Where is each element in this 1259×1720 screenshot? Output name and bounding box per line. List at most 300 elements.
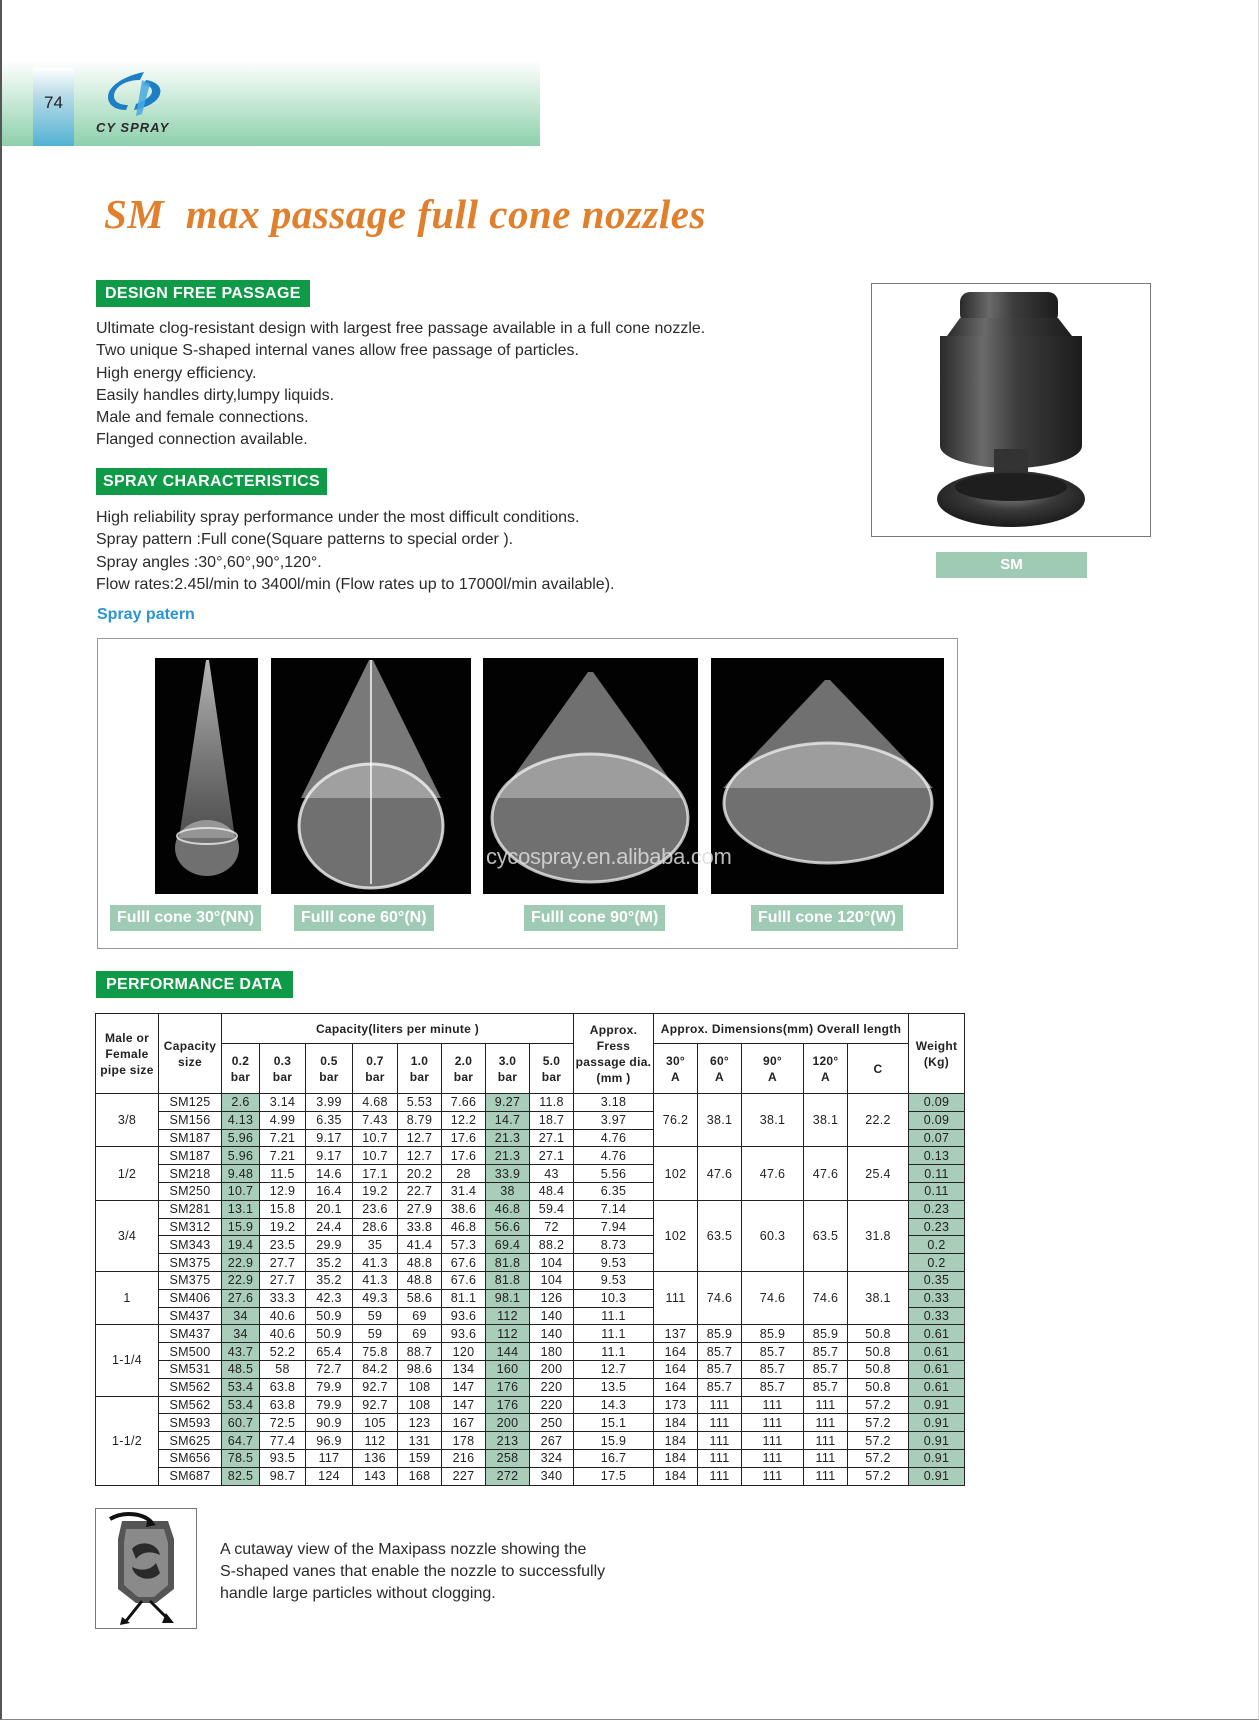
capacity-cell: 11.5 [260,1165,306,1183]
dimension-cell: 85.9 [698,1325,742,1343]
dimension-cell: 74.6 [698,1271,742,1324]
capacity-cell: 14.7 [486,1111,530,1129]
capacity-cell: 98.1 [486,1289,530,1307]
dimension-cell: 111 [804,1449,848,1467]
capacity-cell: 180 [530,1343,574,1361]
header-weight: Weight (Kg) [909,1014,965,1094]
dimension-cell: 111 [698,1449,742,1467]
pipe-size-cell: 3/8 [96,1094,159,1147]
capacity-cell: 33.8 [398,1218,442,1236]
capacity-cell: 60.7 [222,1414,260,1432]
weight-cell: 0.13 [909,1147,965,1165]
capacity-cell: 63.8 [260,1378,306,1396]
capacity-cell: 17.6 [442,1147,486,1165]
pipe-size-cell: 1 [96,1271,159,1324]
dimension-cell: 63.5 [698,1200,742,1271]
capacity-cell: 27.7 [260,1254,306,1272]
capacity-cell: 27.6 [222,1289,260,1307]
capacity-cell: 34 [222,1325,260,1343]
capacity-cell: 20.2 [398,1165,442,1183]
free-passage-cell: 17.5 [574,1467,654,1485]
pipe-size-cell: 1-1/4 [96,1325,159,1396]
capacity-cell: 22.7 [398,1182,442,1200]
capacity-cell: 49.3 [353,1289,398,1307]
design-feature-line: Easily handles dirty,lumpy liquids. [96,386,335,404]
weight-cell: 0.61 [909,1360,965,1378]
spray-photo-120deg [711,658,944,894]
dimension-cell: 63.5 [804,1200,848,1271]
dimension-cell: 85.7 [804,1343,848,1361]
spray-label-120deg: Fulll cone 120°(W) [751,905,903,931]
capacity-cell: 144 [486,1343,530,1361]
dimension-cell: 111 [698,1414,742,1432]
header-pressure: 1.0 bar [398,1044,442,1094]
free-passage-cell: 15.9 [574,1432,654,1450]
capacity-cell: 3.14 [260,1094,306,1112]
capacity-cell: 28.6 [353,1218,398,1236]
dimension-cell: 60.3 [742,1200,804,1271]
weight-cell: 0.09 [909,1094,965,1112]
capacity-cell: 131 [398,1432,442,1450]
capacity-cell: 10.7 [222,1182,260,1200]
free-passage-cell: 11.1 [574,1343,654,1361]
table-row [96,1147,965,1165]
capacity-cell: 160 [486,1360,530,1378]
dimension-cell: 25.4 [848,1147,909,1200]
capacity-cell: 98.6 [398,1360,442,1378]
cutaway-line: A cutaway view of the Maxipass nozzle showing the [220,1541,587,1558]
capacity-cell: 120 [442,1343,486,1361]
capacity-cell: 22.9 [222,1271,260,1289]
free-passage-cell: 3.18 [574,1094,654,1112]
dimension-cell: 111 [742,1414,804,1432]
capacity-cell: 200 [530,1360,574,1378]
capacity-cell: 250 [530,1414,574,1432]
capacity-cell: 41.3 [353,1271,398,1289]
capacity-cell: 38.6 [442,1200,486,1218]
capacity-cell: 126 [530,1289,574,1307]
capacity-cell: 81.1 [442,1289,486,1307]
spray-label-60deg: Fulll cone 60°(N) [294,905,434,931]
dimension-cell: 50.8 [848,1378,909,1396]
capacity-size-cell: SM687 [159,1467,222,1485]
dimension-cell: 57.2 [848,1467,909,1485]
capacity-size-cell: SM531 [159,1360,222,1378]
capacity-cell: 10.7 [353,1147,398,1165]
capacity-cell: 58 [260,1360,306,1378]
capacity-cell: 9.17 [306,1147,353,1165]
page-title: SM max passage full cone nozzles [104,191,706,237]
capacity-cell: 12.7 [398,1147,442,1165]
table-row [96,1414,965,1432]
capacity-size-cell: SM312 [159,1218,222,1236]
capacity-cell: 227 [442,1467,486,1485]
capacity-size-cell: SM125 [159,1094,222,1112]
dimension-cell: 85.7 [742,1343,804,1361]
dimension-cell: 111 [698,1467,742,1485]
capacity-cell: 272 [486,1467,530,1485]
dimension-cell: 164 [654,1343,698,1361]
capacity-cell: 2.6 [222,1094,260,1112]
capacity-cell: 42.3 [306,1289,353,1307]
dimension-cell: 111 [804,1467,848,1485]
pipe-size-cell: 1-1/2 [96,1396,159,1485]
capacity-cell: 176 [486,1378,530,1396]
pipe-size-cell: 1/2 [96,1147,159,1200]
dimension-cell: 31.8 [848,1200,909,1271]
capacity-cell: 79.9 [306,1396,353,1414]
capacity-cell: 34 [222,1307,260,1325]
capacity-cell: 77.4 [260,1432,306,1450]
spray-label-30deg: Fulll cone 30°(NN) [110,905,261,931]
capacity-size-cell: SM593 [159,1414,222,1432]
capacity-cell: 176 [486,1396,530,1414]
dimension-cell: 85.7 [804,1360,848,1378]
capacity-cell: 69 [398,1307,442,1325]
free-passage-cell: 7.14 [574,1200,654,1218]
weight-cell: 0.2 [909,1254,965,1272]
spray-pattern-heading: Spray patern [97,606,195,623]
header-dimension: 60° A [698,1044,742,1094]
dimension-cell: 74.6 [742,1271,804,1324]
capacity-cell: 6.35 [306,1111,353,1129]
free-passage-cell: 11.1 [574,1307,654,1325]
capacity-cell: 9.17 [306,1129,353,1147]
capacity-cell: 14.6 [306,1165,353,1183]
dimension-cell: 22.2 [848,1094,909,1147]
capacity-cell: 168 [398,1467,442,1485]
dimension-cell: 57.2 [848,1432,909,1450]
capacity-cell: 78.5 [222,1449,260,1467]
capacity-cell: 112 [486,1325,530,1343]
capacity-cell: 17.1 [353,1165,398,1183]
capacity-cell: 48.8 [398,1254,442,1272]
dimension-cell: 111 [742,1432,804,1450]
spray-characteristics-heading: SPRAY CHARACTERISTICS [96,468,327,495]
cy-spray-logo-icon [106,70,164,118]
capacity-cell: 324 [530,1449,574,1467]
free-passage-cell: 10.3 [574,1289,654,1307]
design-feature-line: Ultimate clog-resistant design with largest free passage available in a full cone nozzle. [96,320,706,337]
dimension-cell: 111 [742,1396,804,1414]
cutaway-description [220,1539,605,1605]
capacity-cell: 40.6 [260,1325,306,1343]
design-feature-line: Male and female connections. [96,409,309,427]
capacity-cell: 200 [486,1414,530,1432]
capacity-cell: 140 [530,1325,574,1343]
dimension-cell: 85.7 [804,1378,848,1396]
free-passage-cell: 7.94 [574,1218,654,1236]
capacity-cell: 41.4 [398,1236,442,1254]
free-passage-cell: 13.5 [574,1378,654,1396]
dimension-cell: 85.9 [742,1325,804,1343]
spray-characteristic-line: Flow rates:2.45l/min to 3400l/min (Flow rates up to 17000l/min available). [96,575,615,593]
table-row [96,1449,965,1467]
capacity-cell: 12.7 [398,1129,442,1147]
header-pressure: 5.0 bar [530,1044,574,1094]
capacity-cell: 167 [442,1414,486,1432]
free-passage-cell: 6.35 [574,1182,654,1200]
weight-cell: 0.61 [909,1325,965,1343]
dimension-cell: 47.6 [804,1147,848,1200]
spray-characteristic-line: High reliability spray performance under the most difficult conditions. [96,509,580,526]
dimension-cell: 85.7 [698,1378,742,1396]
capacity-cell: 19.4 [222,1236,260,1254]
capacity-size-cell: SM562 [159,1396,222,1414]
table-row [96,1343,965,1361]
spray-label-90deg: Fulll cone 90°(M) [524,905,665,931]
capacity-cell: 59.4 [530,1200,574,1218]
dimension-cell: 85.7 [742,1360,804,1378]
capacity-cell: 59 [353,1307,398,1325]
dimension-cell: 137 [654,1325,698,1343]
header-pressure: 0.2 bar [222,1044,260,1094]
capacity-cell: 7.21 [260,1129,306,1147]
dimension-cell: 111 [742,1467,804,1485]
capacity-size-cell: SM625 [159,1432,222,1450]
spray-photo-30deg [155,658,258,894]
free-passage-cell: 16.7 [574,1449,654,1467]
capacity-cell: 67.6 [442,1254,486,1272]
header-band [2,60,540,146]
weight-cell: 0.33 [909,1289,965,1307]
cutaway-image-frame [95,1508,197,1629]
free-passage-cell: 15.1 [574,1414,654,1432]
header-dimension: 30° A [654,1044,698,1094]
header-dimension: 90° A [742,1044,804,1094]
capacity-cell: 72 [530,1218,574,1236]
capacity-size-cell: SM437 [159,1325,222,1343]
weight-cell: 0.11 [909,1165,965,1183]
dimension-cell: 38.1 [698,1094,742,1147]
free-passage-cell: 11.1 [574,1325,654,1343]
product-photo-frame [871,283,1151,537]
header-capacity-group: Capacity(liters per minute ) [222,1014,574,1044]
capacity-cell: 21.3 [486,1147,530,1165]
capacity-cell: 12.9 [260,1182,306,1200]
dimension-cell: 47.6 [698,1147,742,1200]
dimension-cell: 111 [698,1396,742,1414]
capacity-cell: 43 [530,1165,574,1183]
capacity-cell: 15.9 [222,1218,260,1236]
dimension-cell: 184 [654,1432,698,1450]
weight-cell: 0.61 [909,1343,965,1361]
capacity-size-cell: SM218 [159,1165,222,1183]
capacity-cell: 11.8 [530,1094,574,1112]
capacity-cell: 88.7 [398,1343,442,1361]
table-row [96,1200,965,1218]
capacity-cell: 27.1 [530,1147,574,1165]
capacity-cell: 123 [398,1414,442,1432]
performance-table [95,1013,965,1486]
capacity-cell: 4.13 [222,1111,260,1129]
dimension-cell: 74.6 [804,1271,848,1324]
capacity-cell: 64.7 [222,1432,260,1450]
table-row [96,1271,965,1289]
capacity-cell: 79.9 [306,1378,353,1396]
weight-cell: 0.09 [909,1111,965,1129]
capacity-cell: 9.27 [486,1094,530,1112]
free-passage-cell: 9.53 [574,1254,654,1272]
capacity-cell: 12.2 [442,1111,486,1129]
capacity-size-cell: SM343 [159,1236,222,1254]
capacity-cell: 50.9 [306,1307,353,1325]
capacity-cell: 43.7 [222,1343,260,1361]
capacity-size-cell: SM500 [159,1343,222,1361]
capacity-cell: 20.1 [306,1200,353,1218]
capacity-cell: 21.3 [486,1129,530,1147]
capacity-cell: 28 [442,1165,486,1183]
free-passage-cell: 12.7 [574,1360,654,1378]
header-pressure: 0.5 bar [306,1044,353,1094]
weight-cell: 0.91 [909,1396,965,1414]
capacity-cell: 16.4 [306,1182,353,1200]
capacity-cell: 23.5 [260,1236,306,1254]
capacity-size-cell: SM375 [159,1254,222,1272]
capacity-size-cell: SM250 [159,1182,222,1200]
capacity-cell: 147 [442,1378,486,1396]
weight-cell: 0.61 [909,1378,965,1396]
dimension-cell: 50.8 [848,1325,909,1343]
dimension-cell: 111 [804,1432,848,1450]
dimension-cell: 85.7 [698,1360,742,1378]
capacity-cell: 17.6 [442,1129,486,1147]
dimension-cell: 184 [654,1467,698,1485]
dimension-cell: 102 [654,1200,698,1271]
capacity-cell: 143 [353,1467,398,1485]
capacity-cell: 48.8 [398,1271,442,1289]
dimension-cell: 173 [654,1396,698,1414]
header-dimension: C [848,1044,909,1094]
capacity-size-cell: SM656 [159,1449,222,1467]
capacity-cell: 33.3 [260,1289,306,1307]
capacity-cell: 136 [353,1449,398,1467]
page-number: 74 [44,93,63,112]
capacity-cell: 5.96 [222,1147,260,1165]
weight-cell: 0.33 [909,1307,965,1325]
capacity-cell: 98.7 [260,1467,306,1485]
dimension-cell: 111 [654,1271,698,1324]
dimension-cell: 184 [654,1449,698,1467]
capacity-cell: 178 [442,1432,486,1450]
capacity-size-cell: SM406 [159,1289,222,1307]
capacity-cell: 24.4 [306,1218,353,1236]
capacity-cell: 88.2 [530,1236,574,1254]
capacity-cell: 112 [486,1307,530,1325]
header-dimension: 120° A [804,1044,848,1094]
capacity-cell: 220 [530,1396,574,1414]
free-passage-cell: 3.97 [574,1111,654,1129]
capacity-cell: 69.4 [486,1236,530,1254]
weight-cell: 0.07 [909,1129,965,1147]
weight-cell: 0.91 [909,1432,965,1450]
capacity-cell: 82.5 [222,1467,260,1485]
capacity-cell: 67.6 [442,1271,486,1289]
design-feature-line: Two unique S-shaped internal vanes allow free passage of particles. [96,342,579,360]
capacity-cell: 124 [306,1467,353,1485]
capacity-cell: 46.8 [442,1218,486,1236]
capacity-cell: 216 [442,1449,486,1467]
capacity-cell: 53.4 [222,1396,260,1414]
capacity-cell: 159 [398,1449,442,1467]
capacity-cell: 33.9 [486,1165,530,1183]
capacity-cell: 23.6 [353,1200,398,1218]
capacity-cell: 31.4 [442,1182,486,1200]
dimension-cell: 184 [654,1414,698,1432]
cutaway-line: S-shaped vanes that enable the nozzle to successfully [220,1563,606,1580]
cutaway-line: handle large particles without clogging. [220,1585,496,1602]
dimension-cell: 111 [804,1396,848,1414]
capacity-cell: 340 [530,1467,574,1485]
dimension-cell: 85.9 [804,1325,848,1343]
pipe-size-cell: 3/4 [96,1200,159,1271]
capacity-cell: 84.2 [353,1360,398,1378]
capacity-cell: 105 [353,1414,398,1432]
table-row [96,1360,965,1378]
product-caption: SM [936,552,1087,578]
capacity-cell: 35 [353,1236,398,1254]
capacity-cell: 48.5 [222,1360,260,1378]
capacity-cell: 4.68 [353,1094,398,1112]
cutaway-nozzle-image [96,1509,196,1628]
capacity-cell: 92.7 [353,1396,398,1414]
capacity-cell: 57.3 [442,1236,486,1254]
weight-cell: 0.23 [909,1218,965,1236]
free-passage-cell: 4.76 [574,1129,654,1147]
capacity-cell: 46.8 [486,1200,530,1218]
dimension-cell: 164 [654,1378,698,1396]
weight-cell: 0.35 [909,1271,965,1289]
table-row [96,1094,965,1112]
capacity-cell: 108 [398,1378,442,1396]
header-pressure: 0.7 bar [353,1044,398,1094]
capacity-cell: 134 [442,1360,486,1378]
capacity-cell: 93.6 [442,1307,486,1325]
capacity-cell: 147 [442,1396,486,1414]
capacity-size-cell: SM375 [159,1271,222,1289]
capacity-cell: 81.8 [486,1254,530,1272]
weight-cell: 0.91 [909,1467,965,1485]
capacity-cell: 4.99 [260,1111,306,1129]
capacity-size-cell: SM562 [159,1378,222,1396]
capacity-cell: 7.43 [353,1111,398,1129]
weight-cell: 0.2 [909,1236,965,1254]
free-passage-cell: 5.56 [574,1165,654,1183]
dimension-cell: 111 [698,1432,742,1450]
capacity-cell: 72.7 [306,1360,353,1378]
capacity-size-cell: SM187 [159,1129,222,1147]
weight-cell: 0.91 [909,1449,965,1467]
header-pressure: 0.3 bar [260,1044,306,1094]
header-pipe-size: Male or Female pipe size [96,1014,159,1094]
spray-characteristic-line: Spray angles :30°,60°,90°,120°. [96,553,322,571]
free-passage-cell: 8.73 [574,1236,654,1254]
header-pressure: 3.0 bar [486,1044,530,1094]
capacity-cell: 19.2 [353,1182,398,1200]
dimension-cell: 38.1 [848,1271,909,1324]
watermark: cycospray.en.alibaba.com [486,844,732,869]
capacity-cell: 117 [306,1449,353,1467]
capacity-cell: 213 [486,1432,530,1450]
dimension-cell: 50.8 [848,1360,909,1378]
capacity-cell: 63.8 [260,1396,306,1414]
capacity-cell: 92.7 [353,1378,398,1396]
capacity-cell: 40.6 [260,1307,306,1325]
capacity-size-cell: SM187 [159,1147,222,1165]
capacity-cell: 18.7 [530,1111,574,1129]
capacity-cell: 35.2 [306,1271,353,1289]
capacity-cell: 8.79 [398,1111,442,1129]
